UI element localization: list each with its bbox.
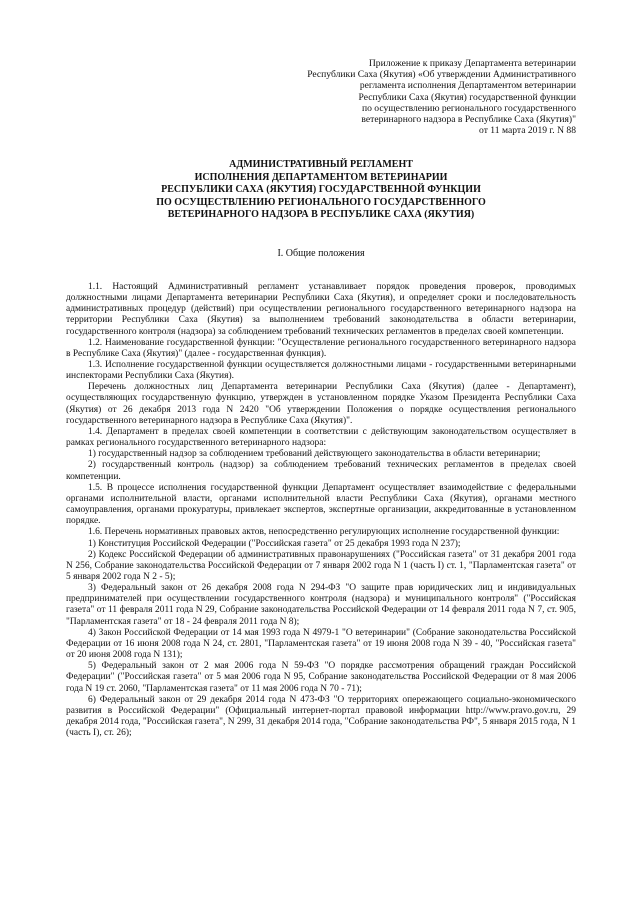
paragraph: 1.4. Департамент в пределах своей компетенции в соответствии с действующим законодательством осуществляет в рамках регионального государственного ветеринарного надзора: bbox=[66, 426, 576, 449]
paragraph: 1.5. В процессе исполнения государственной функции Департамент осуществляет взаимодействие с федеральными органами исполнительной власти, органами исполнительной власти Республики Саха (Якутия), органами местного самоуправления, органами прокуратуры, привлекает экспертов, экспертные организации, аккредитованные в установленном порядке. bbox=[66, 482, 576, 527]
title-line: ВЕТЕРИНАРНОГО НАДЗОРА В РЕСПУБЛИКЕ САХА (ЯКУТИЯ) bbox=[167, 209, 475, 221]
paragraph: 1) государственный надзор за соблюдением требований действующего законодательства в области ветеринарии; bbox=[88, 449, 541, 460]
appendix-line: Республики Саха (Якутия) государственной функции bbox=[358, 91, 576, 103]
document-page bbox=[66, 58, 576, 739]
paragraph: 1) Конституция Российской Федерации ("Российская газета" от 25 декабря 1993 года N 237); bbox=[88, 538, 461, 549]
paragraph: 1.2. Наименование государственной функции: "Осуществление регионального государственного ветеринарного надзора в Республике Саха (Якутия)" (далее - государственная функция). bbox=[66, 337, 576, 359]
paragraph: 1.6. Перечень нормативных правовых актов, непосредственно регулирующих исполнение государственной функции: bbox=[88, 527, 560, 538]
paragraph: 2) Кодекс Российской Федерации об административных правонарушениях ("Российская газета" от 31 декабря 2001 года N 256, Собрание законодательства Российской Федерации от 7 января 2002 года N 1 (часть I) ст. 1, "Парламентская газета" от 5 января 2002 года N 2 - 5); bbox=[66, 549, 576, 582]
paragraph: 2) государственный контроль (надзор) за соблюдением требований технических регламентов в пределах своей компетенции. bbox=[66, 460, 576, 482]
title-line: ИСПОЛНЕНИЯ ДЕПАРТАМЕНТОМ ВЕТЕРИНАРИИ bbox=[194, 171, 448, 183]
title-line: ПО ОСУЩЕСТВЛЕНИЮ РЕГИОНАЛЬНОГО ГОСУДАРСТВЕННОГО bbox=[156, 196, 486, 208]
paragraph: 1.3. Исполнение государственной функции осуществляется должностными лицами - государственными ветеринарными инспекторами Республики Саха (Якутия). bbox=[66, 360, 576, 382]
title-line: РЕСПУБЛИКИ САХА (ЯКУТИЯ) ГОСУДАРСТВЕННОЙ ФУНКЦИИ bbox=[161, 184, 481, 196]
paragraph: 1.1. Настоящий Административный регламент устанавливает порядок проведения проверок, проводимых должностными лицами Департамента ветеринарии Республики Саха (Якутия), и определяет сроки и последовательность административных процедур (действий) при осуществлении регионального государственного ветеринарного надзора на территории Республики Саха (Якутия) за выполнением требований законодательства в области ветеринарии, государственного контроля (надзора) за соблюдением требований технических регламентов в пределах своей компетенции. bbox=[66, 281, 576, 337]
appendix-line: от 11 марта 2019 г. N 88 bbox=[479, 125, 576, 137]
document-body bbox=[66, 282, 576, 739]
paragraph: 5) Федеральный закон от 2 мая 2006 года N 59-ФЗ "О порядке рассмотрения обращений граждан Российской Федерации" ("Российская газета" от 5 мая 2006 года N 95, Собрание законодательства Российской Федерации от 8 мая 2006 года N 19 ст. 2060, "Парламентская газета" от 11 мая 2006 года N 70 - 71); bbox=[66, 661, 576, 694]
paragraph: 4) Закон Российской Федерации от 14 мая 1993 года N 4979-1 "О ветеринарии" (Собрание законодательства Российской Федерации от 16 июня 2008 года N 24, ст. 2801, "Парламентская газета" от 19 июня 2008 года N 39 - 40, "Российская газета" от 20 июня 2008 года N 131); bbox=[66, 627, 576, 661]
document-title bbox=[66, 159, 576, 222]
paragraph: Перечень должностных лиц Департамента ветеринарии Республики Саха (Якутия) (далее - Департамент), осуществляющих государственную функцию, утвержден в установленном порядке Указом Президента Республики Саха (Якутия) от 26 декабря 2013 года N 2420 "Об утверждении Положения о порядке осуществления регионального государственного ветеринарного надзора в Республике Саха (Якутия)". bbox=[66, 382, 576, 426]
title-line: АДМИНИСТРАТИВНЫЙ РЕГЛАМЕНТ bbox=[229, 159, 413, 171]
appendix-note bbox=[236, 58, 576, 136]
appendix-line: Республики Саха (Якутия) «Об утверждении Административного bbox=[307, 69, 576, 81]
appendix-line: ветеринарного надзора в Республике Саха (Якутия)" bbox=[361, 114, 576, 126]
appendix-line: Приложение к приказу Департамента ветеринарии bbox=[368, 58, 576, 69]
section-heading: I. Общие положения bbox=[277, 247, 365, 259]
paragraph: 6) Федеральный закон от 29 декабря 2014 года N 473-ФЗ "О территориях опережающего социально-экономического развития в Российской Федерации" (Официальный интернет-портал правовой информации http://www.pravo.gov.ru, 29 декабря 2014 года, "Российская газета", N 299, 31 декабря 2014 года, "Собрание законодательства РФ", 5 января 2015 года, N 1 (часть I), ст. 26); bbox=[66, 694, 576, 739]
paragraph: 3) Федеральный закон от 26 декабря 2008 года N 294-ФЗ "О защите прав юридических лиц и индивидуальных предпринимателей при осуществлении государственного контроля (надзора) и муниципального контроля" ("Российская газета" от 11 февраля 2011 года N 29, Собрание законодательства Российской Федерации от 14 февраля 2011 года N 7, ст. 905, "Парламентская газета" от 18 - 24 февраля 2011 года N 8); bbox=[66, 583, 576, 627]
appendix-line: регламента исполнения Департаментом ветеринарии bbox=[359, 80, 576, 92]
appendix-line: по осуществлению регионального государственного bbox=[361, 102, 576, 114]
